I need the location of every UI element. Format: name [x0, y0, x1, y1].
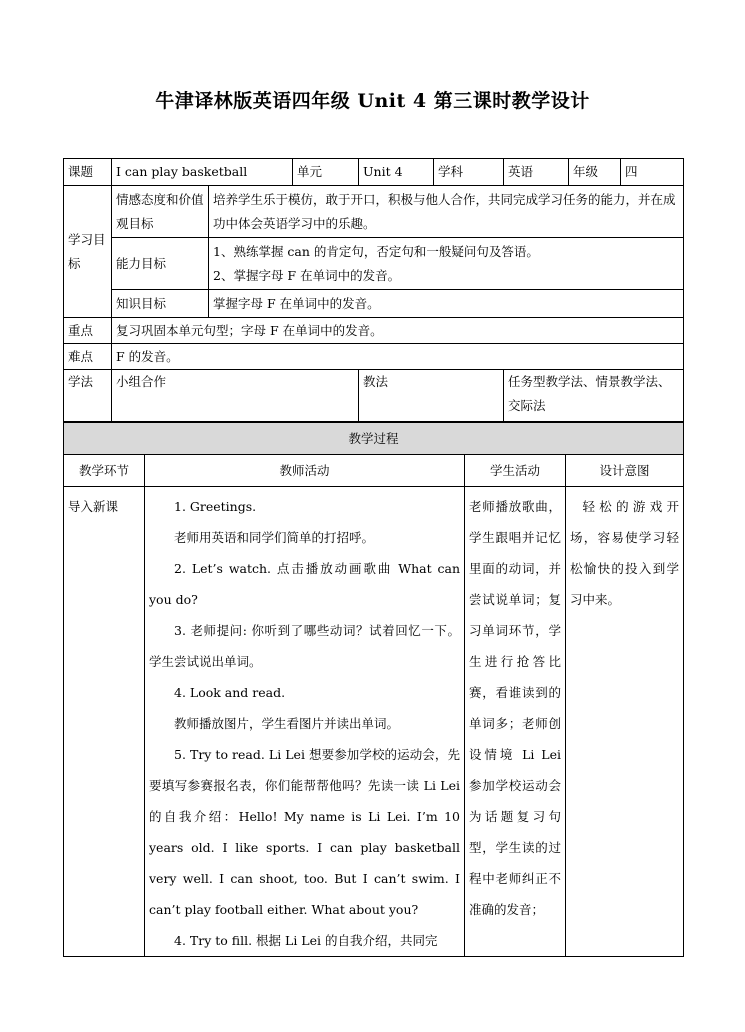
teacher-line: 3. 老师提问: 你听到了哪些动词？试着回忆一下。学生尝试说出单词。	[149, 623, 460, 669]
key-points-text: 复习巩固本单元句型；字母 F 在单词中的发音。	[112, 318, 684, 344]
learn-method-value: 小组合作	[112, 370, 359, 422]
teacher-column-header: 教师活动	[145, 455, 465, 487]
knowledge-goal-text: 掌握字母 F 在单词中的发音。	[209, 290, 684, 318]
design-intent-cell	[566, 487, 684, 957]
page-title: 牛津译林版英语四年级 Unit 4 第三课时教学设计	[155, 90, 590, 112]
teacher-line: 5. Try to read. Li Lei 想要参加学校的运动会，先要填写参赛报名表，你们能帮帮他吗？先读一读 Li Lei 的自我介绍：Hello! My name is Li Lei. I’m 10 years old. I like sports. I can play basketball very well. I can shoot, too. But I can’t swim. I can’t play football either. What about you?	[149, 747, 460, 917]
knowledge-goal-label: 知识目标	[112, 290, 209, 318]
stage-column-header: 教学环节	[64, 455, 145, 487]
teacher-activity-cell	[145, 487, 465, 957]
lesson-info-table	[63, 158, 684, 422]
process-header: 教学过程	[64, 423, 684, 455]
ability-goal-line-2: 2、掌握字母 F 在单词中的发音。	[213, 267, 401, 283]
teacher-line: 4. Look and read.	[174, 685, 286, 700]
teach-method-value: 任务型教学法、情景教学法、交际法	[504, 370, 684, 422]
unit-label: 单元	[293, 159, 359, 186]
key-points-label: 重点	[64, 318, 112, 344]
design-intent-text: 轻松的游戏开场，容易使学习轻松愉快的投入到学习中来。	[570, 499, 680, 607]
student-activity-cell	[465, 487, 566, 957]
learn-method-label: 学法	[64, 370, 112, 422]
difficulty-label: 难点	[64, 344, 112, 370]
goals-label: 学习目标	[64, 186, 112, 318]
unit-value: Unit 4	[359, 159, 434, 186]
stage-cell	[64, 487, 145, 957]
difficulty-text: F 的发音。	[112, 344, 684, 370]
ability-goal-label: 能力目标	[112, 238, 209, 290]
teaching-process-table	[63, 422, 684, 957]
teacher-line: 4. Try to fill. 根据 Li Lei 的自我介绍，共同完	[174, 933, 438, 948]
teach-method-label: 教法	[359, 370, 504, 422]
teacher-line: 老师用英语和同学们简单的打招呼。	[174, 530, 375, 545]
subject-value: 英语	[504, 159, 569, 186]
attitude-goal-text: 培养学生乐于模仿，敢于开口，积极与他人合作，共同完成学习任务的能力，并在成功中体会英语学习中的乐趣。	[209, 186, 684, 238]
grade-label: 年级	[569, 159, 621, 186]
grade-value: 四	[621, 159, 684, 186]
teacher-line: 2. Let’s watch. 点击播放动画歌曲 What can you do?	[149, 561, 460, 607]
attitude-goal-label: 情感态度和价值观目标	[112, 186, 209, 238]
student-column-header: 学生活动	[465, 455, 566, 487]
teacher-line: 教师播放图片，学生看图片并读出单词。	[174, 716, 400, 731]
lesson-label: 课题	[64, 159, 112, 186]
teacher-line: 1. Greetings.	[174, 499, 257, 514]
stage-name: 导入新课	[68, 499, 119, 514]
ability-goal-text	[209, 238, 684, 290]
ability-goal-line-1: 1、熟练掌握 can 的肯定句，否定句和一般疑问句及答语。	[213, 243, 539, 259]
subject-label: 学科	[434, 159, 504, 186]
lesson-value: I can play basketball	[112, 159, 293, 186]
design-column-header: 设计意图	[566, 455, 684, 487]
student-activity-text: 老师播放歌曲，学生跟唱并记忆里面的动词，并尝试说单词；复习单词环节，学生进行抢答比赛，看谁读到的单词多；老师创设情境 Li Lei 参加学校运动会为话题复习句型，学生读的过程中老师纠正不准确的发音；	[469, 499, 561, 917]
